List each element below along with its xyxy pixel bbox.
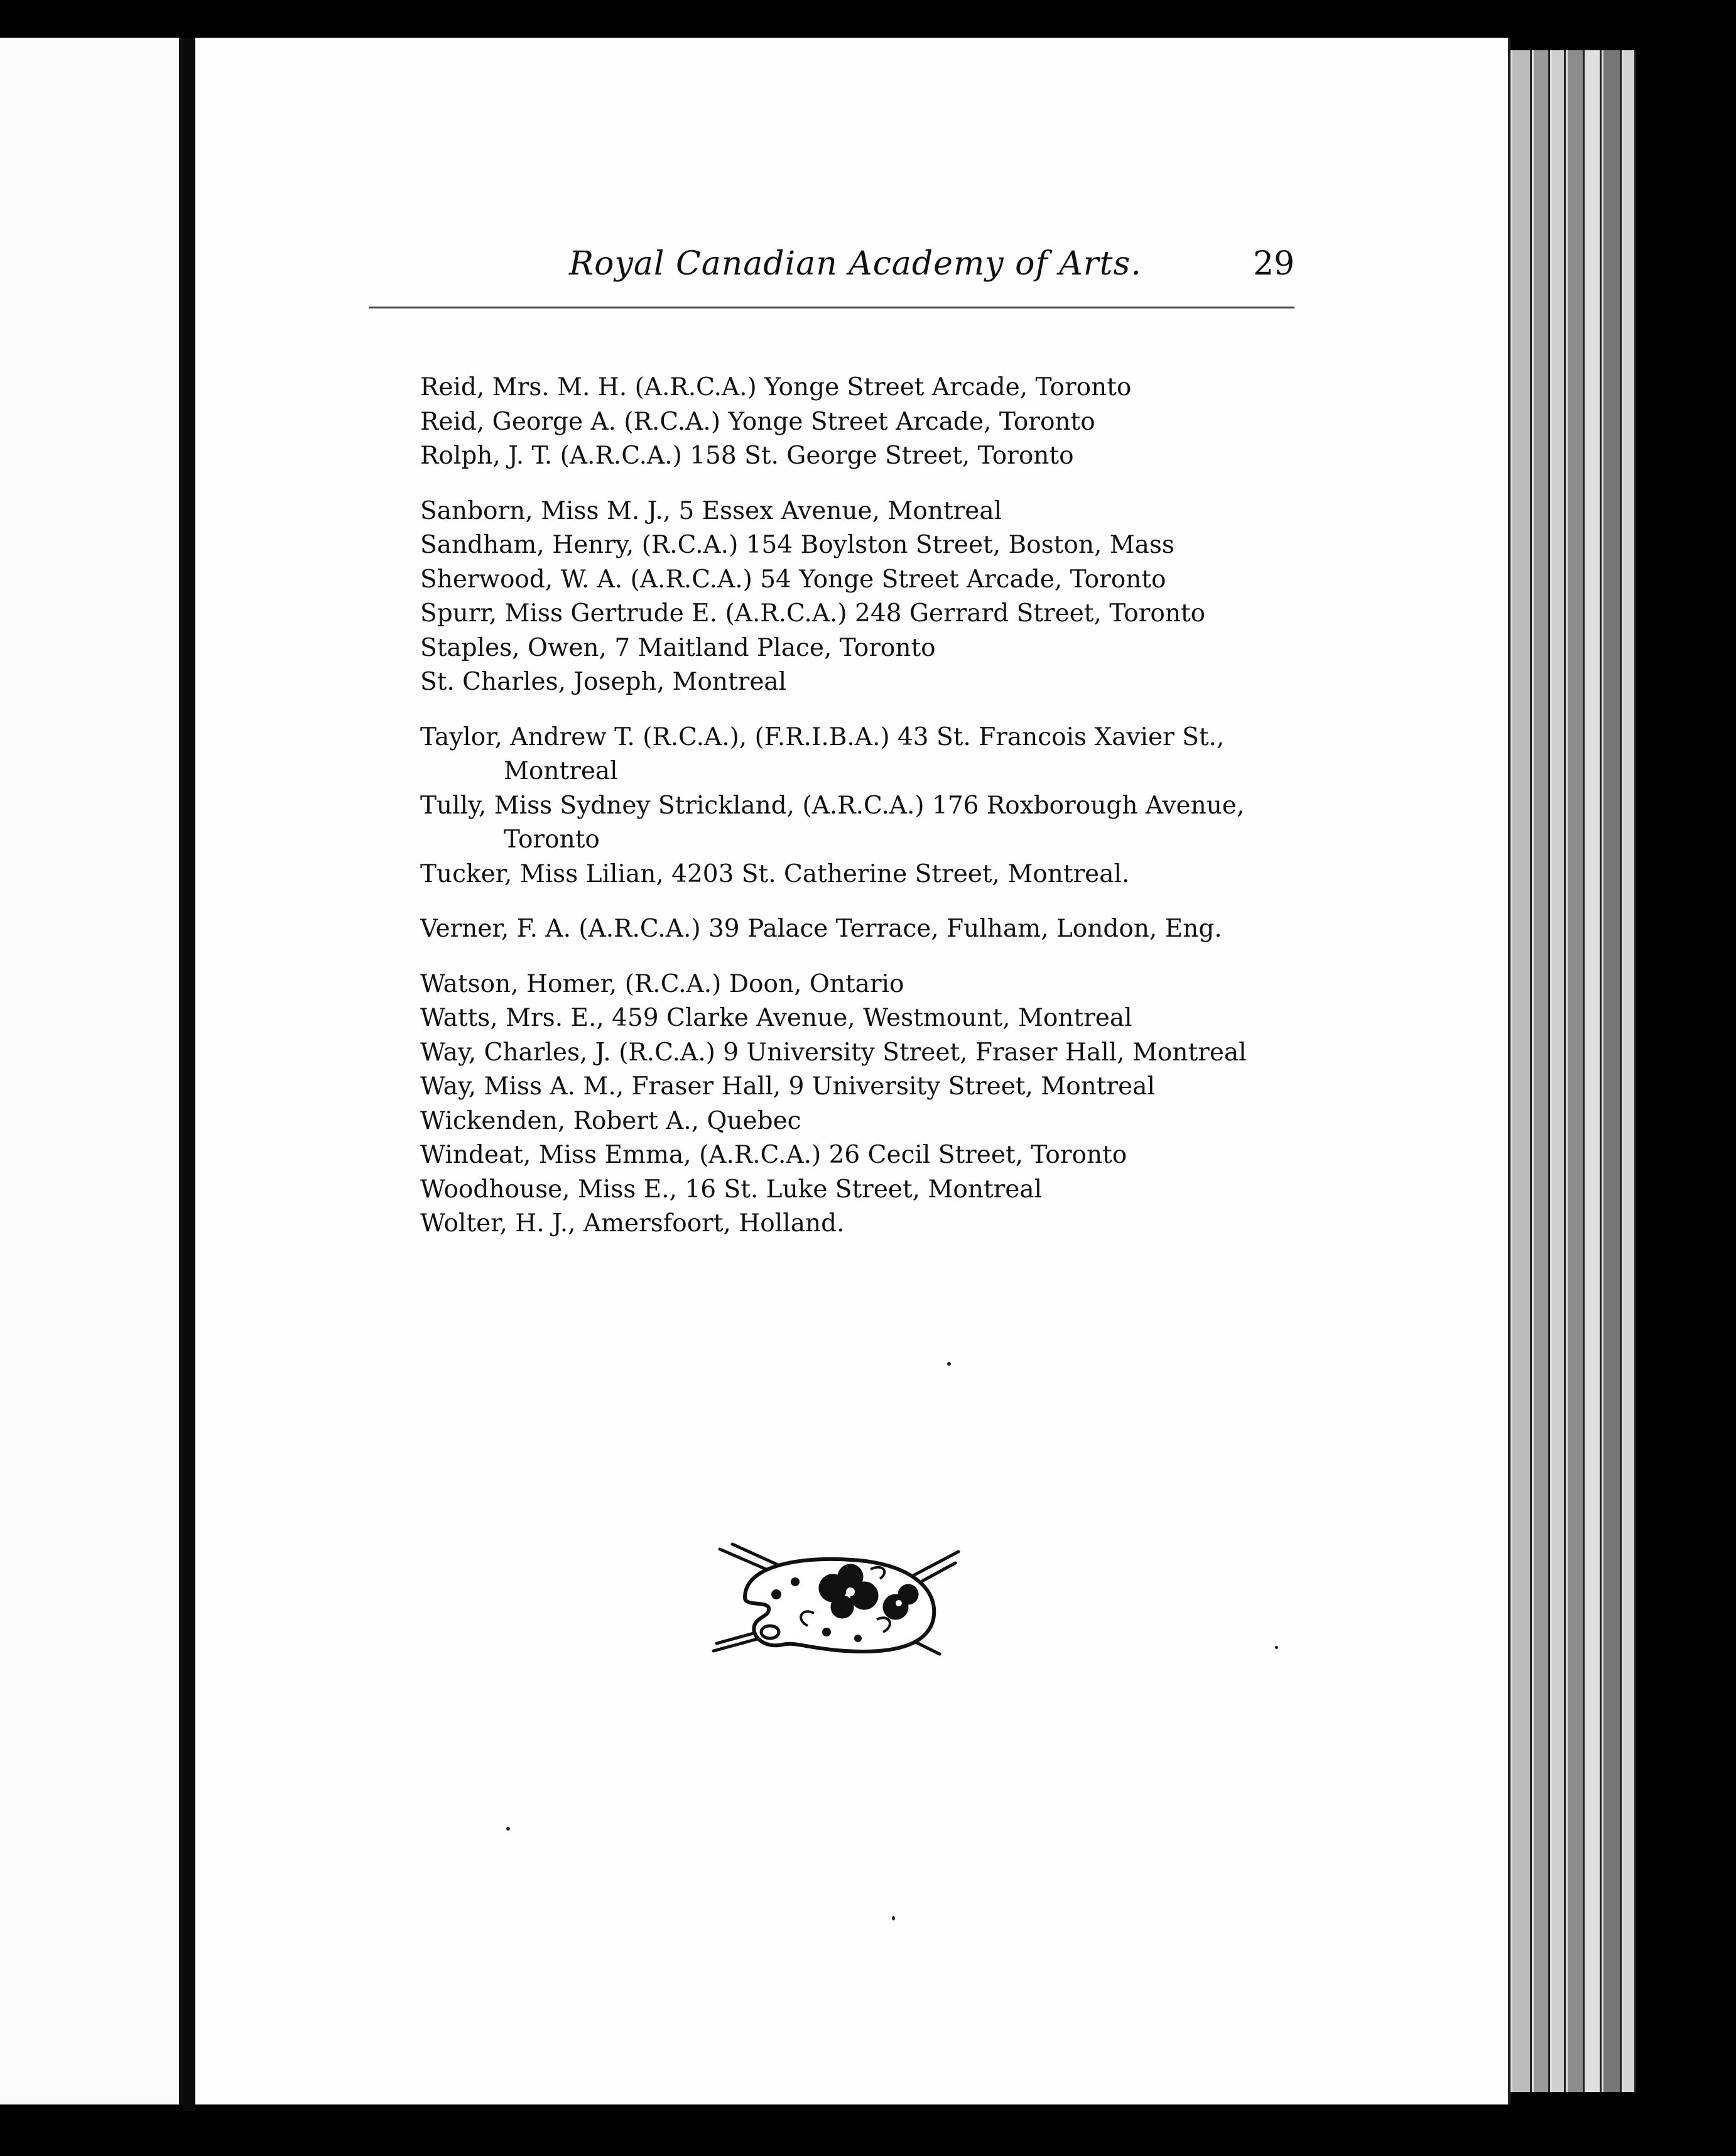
entry-continuation: Toronto: [504, 825, 600, 854]
directory-group-v: [420, 912, 1488, 947]
directory-entry: Tucker, Miss Lilian, 4203 St. Catherine Street, Montreal.: [420, 859, 1130, 888]
book-page: [195, 38, 1511, 2104]
directory-entry: Tully, Miss Sydney Strickland, (A.R.C.A.) 176 Roxborough Avenue, Toronto: [420, 789, 1488, 858]
directory-entry: Wickenden, Robert A., Quebec: [420, 1106, 801, 1135]
directory-entry: Staples, Owen, 7 Maitland Place, Toronto: [420, 633, 936, 662]
facing-page-edge: [0, 38, 183, 2104]
running-head: [195, 245, 1508, 302]
directory-entry: Sherwood, W. A. (A.R.C.A.) 54 Yonge Street Arcade, Toronto: [420, 565, 1166, 594]
directory-group-t: [420, 721, 1488, 892]
directory-group-s: [420, 494, 1488, 700]
directory-entry: Watts, Mrs. E., 459 Clarke Avenue, Westmount, Montreal: [420, 1004, 1132, 1032]
directory-entry: Wolter, H. J., Amersfoort, Holland.: [420, 1209, 845, 1238]
page-edges: [1511, 50, 1636, 2092]
directory-entry: Rolph, J. T. (A.R.C.A.) 158 St. George Street, Toronto: [420, 442, 1074, 470]
directory-entry: Woodhouse, Miss E., 16 St. Luke Street, Montreal: [420, 1175, 1043, 1204]
directory-entry: St. Charles, Joseph, Montreal: [420, 668, 787, 696]
member-directory: [420, 371, 1488, 1262]
directory-entry: Reid, Mrs. M. H. (A.R.C.A.) Yonge Street Arcade, Toronto: [420, 373, 1132, 401]
directory-entry: Windeat, Miss Emma, (A.R.C.A.) 26 Cecil Street, Toronto: [420, 1141, 1127, 1169]
directory-entry: Way, Miss A. M., Fraser Hall, 9 University Street, Montreal: [420, 1072, 1155, 1101]
directory-entry: Sandham, Henry, (R.C.A.) 154 Boylston Street, Boston, Mass: [420, 531, 1175, 559]
directory-group-w: [420, 967, 1488, 1241]
page-number: 29: [1253, 245, 1295, 283]
header-rule: [369, 307, 1294, 308]
directory-entry: Reid, George A. (R.C.A.) Yonge Street Arcade, Toronto: [420, 407, 1095, 436]
directory-group-r: [420, 371, 1488, 474]
directory-entry: Sanborn, Miss M. J., 5 Essex Avenue, Montreal: [420, 496, 1002, 525]
directory-entry: Spurr, Miss Gertrude E. (A.R.C.A.) 248 Gerrard Street, Toronto: [420, 599, 1206, 628]
book-gutter: [183, 38, 195, 2111]
directory-entry: Verner, F. A. (A.R.C.A.) 39 Palace Terrace, Fulham, London, Eng.: [420, 915, 1222, 943]
journal-title: Royal Canadian Academy of Arts.: [569, 245, 1142, 283]
directory-entry: Way, Charles, J. (R.C.A.) 9 University Street, Fraser Hall, Montreal: [420, 1038, 1247, 1067]
entry-continuation: Montreal: [504, 757, 618, 785]
directory-entry: Taylor, Andrew T. (R.C.A.), (F.R.I.B.A.) 43 St. Francois Xavier St., Montreal: [420, 721, 1488, 789]
artist-palette-with-pansies-and-brushes-icon: [707, 1538, 971, 1663]
directory-entry: Watson, Homer, (R.C.A.) Doon, Ontario: [420, 969, 904, 998]
